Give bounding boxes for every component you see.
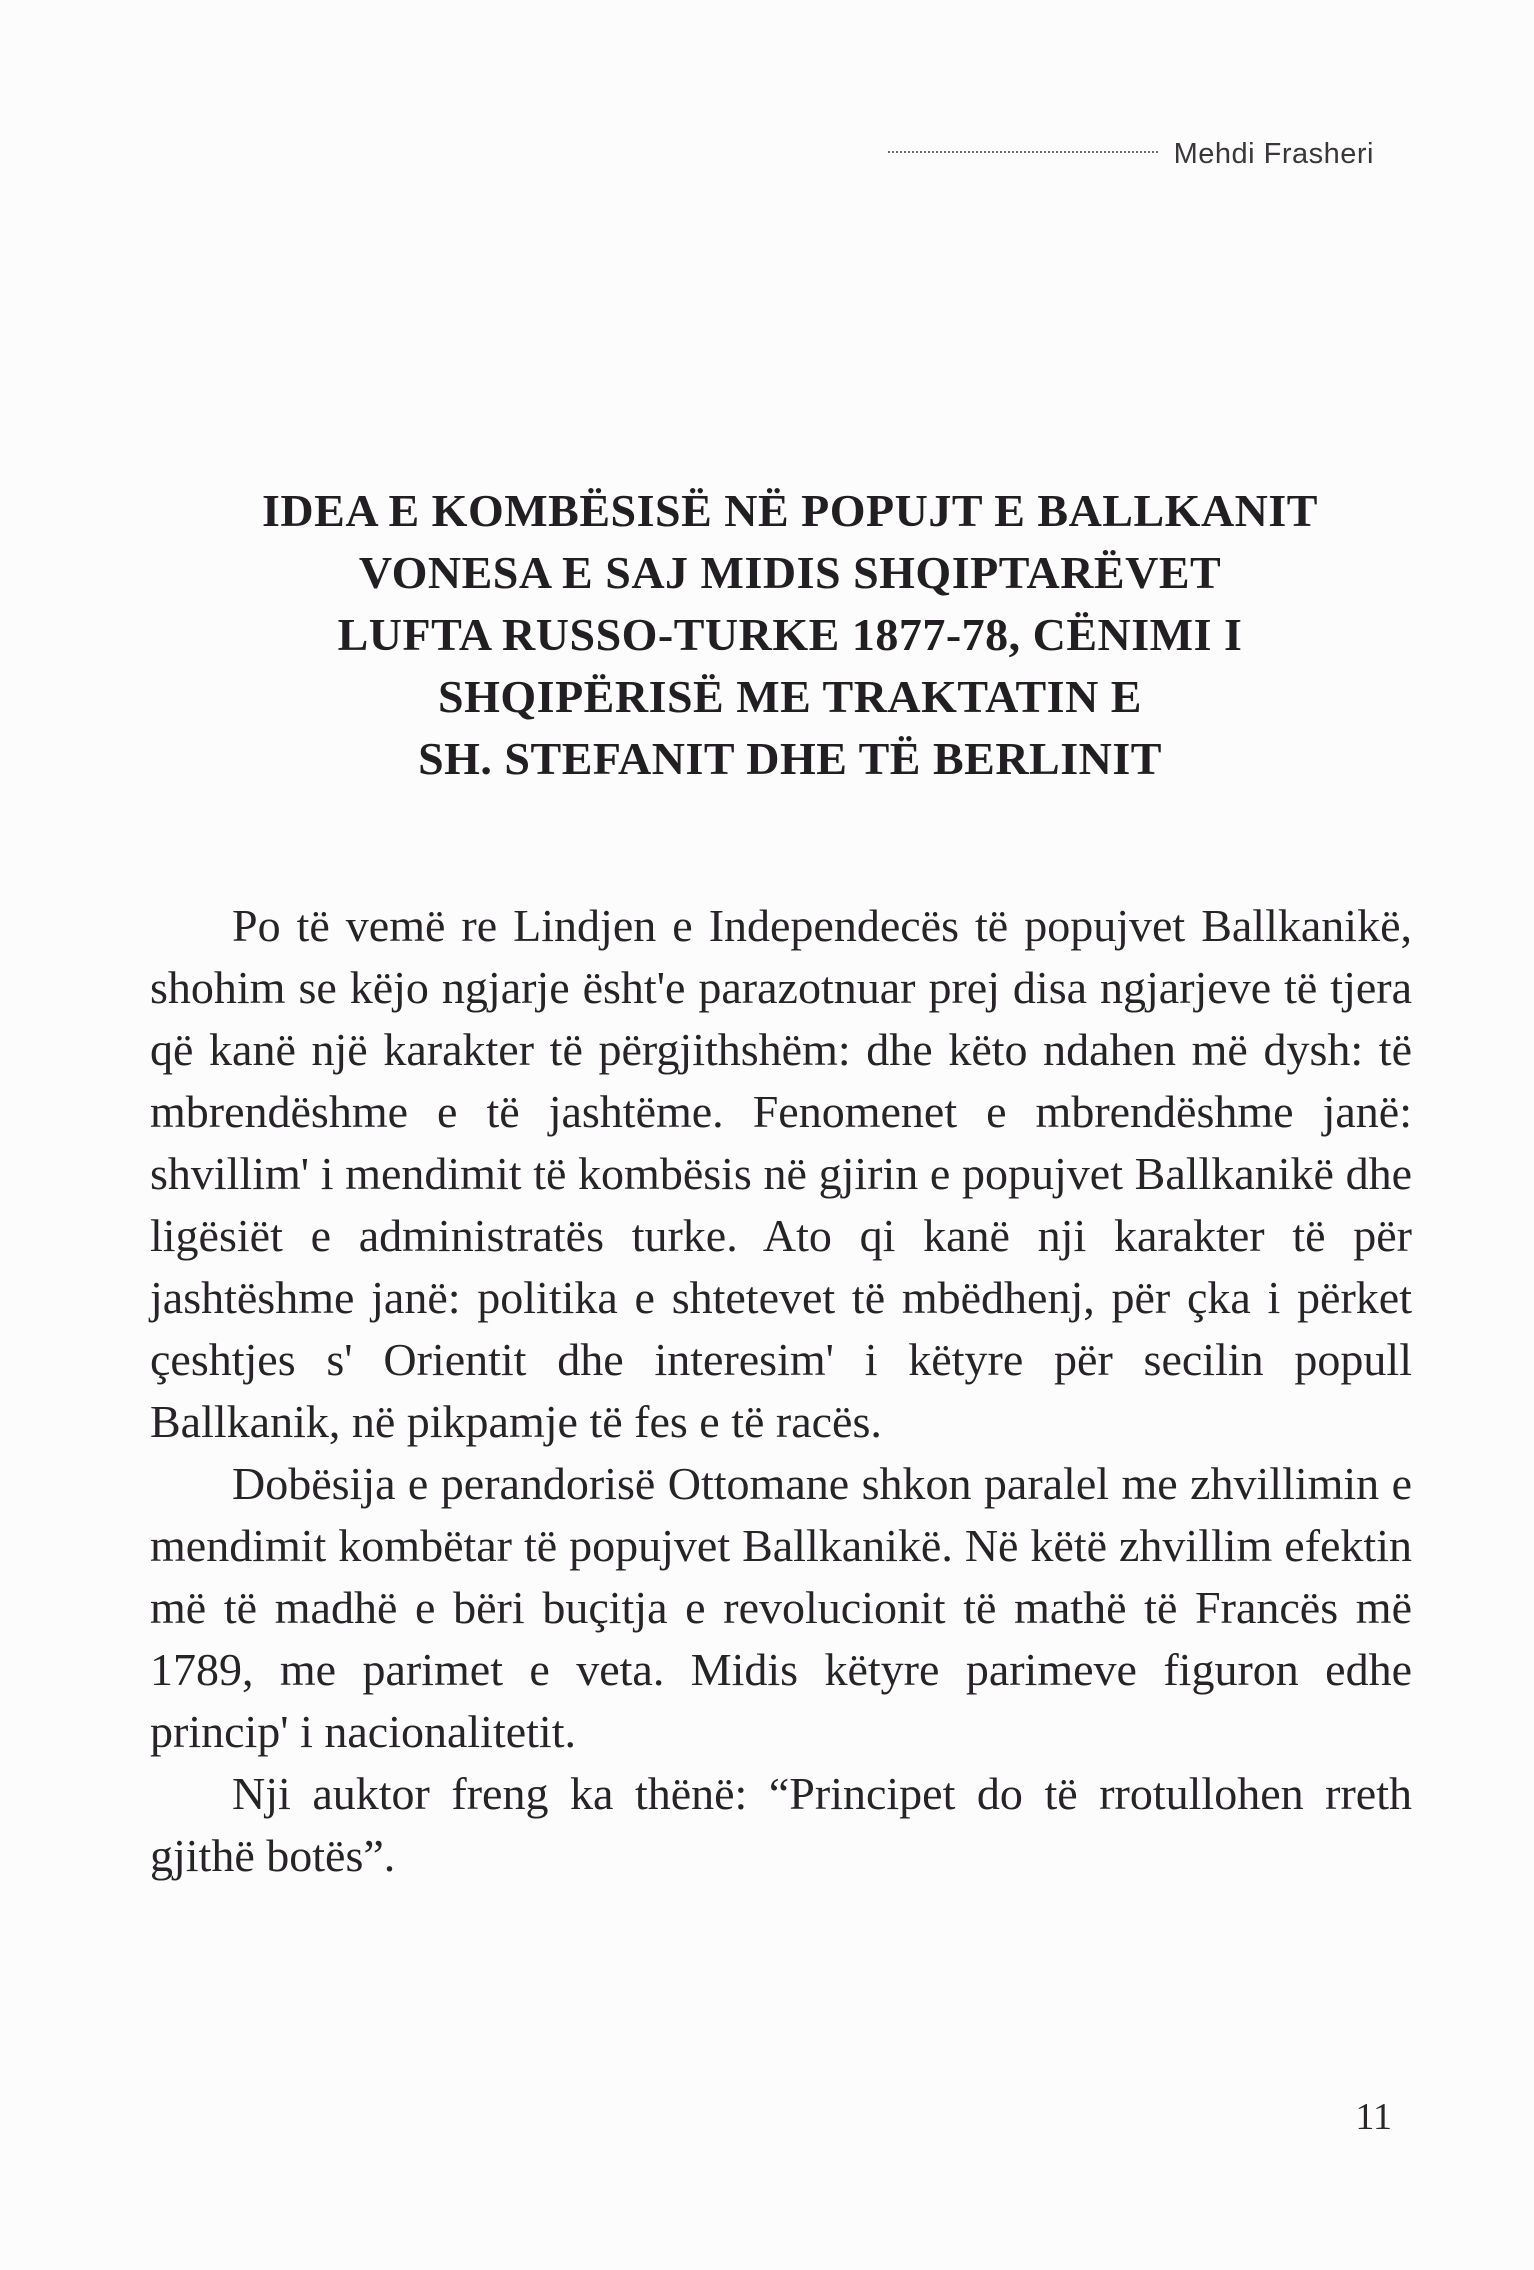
running-header [888, 138, 1374, 171]
page-number: 11 [1355, 2096, 1392, 2138]
body-text [150, 895, 1412, 1887]
header-author: Mehdi Frasheri [1173, 138, 1374, 170]
chapter-title-line: LUFTA RUSSO-TURKE 1877-78, CËNIMI I [337, 609, 1243, 660]
body-paragraph: Nji auktor freng ka thënë: “Principet do të rrotullohen rreth gjithë botës”. [150, 1768, 1412, 1881]
header-dotted-rule [888, 151, 1158, 153]
chapter-title-line: SH. STEFANIT DHE TË BERLINIT [418, 733, 1162, 784]
chapter-title-line: VONESA E SAJ MIDIS SHQIPTARËVET [358, 547, 1222, 598]
body-paragraph: Po të vemë re Lindjen e Independecës të popujvet Ballkanikë, shohim se këjo ngjarje ësht'e parazotnuar prej disa ngjarjeve të tjera që kanë një karakter të përgjithshëm: dhe këto ndahen më dysh: të mbrendëshme e të jashtëme. Fenomenet e mbrendëshme janë: shvillim' i mendimit të kombësis në gjirin e popujvet Ballkanikë dhe ligësiët e administratës turke. Ato qi kanë nji karakter të për jashtëshme janë: politika e shtetevet të mbëdhenj, për çka i përket çeshtjes s' Orientit dhe interesim' i këtyre për secilin popull Ballkanik, në pikpamje të fes e të racës. [150, 900, 1412, 1447]
chapter-title-line: SHQIPËRISË ME TRAKTATIN E [438, 671, 1142, 722]
body-paragraph: Dobësija e perandorisë Ottomane shkon paralel me zhvillimin e mendimit kombëtar të popujvet Ballkanikë. Në këtë zhvillim efektin më të madhë e bëri buçitja e revolucionit të mathë të Francës më 1789, me parimet e veta. Midis këtyre parimeve figuron edhe princip' i nacionalitetit. [150, 1458, 1412, 1757]
chapter-title-line: IDEA E KOMBËSISË NË POPUJT E BALLKANIT [262, 485, 1318, 536]
chapter-title [160, 480, 1420, 790]
